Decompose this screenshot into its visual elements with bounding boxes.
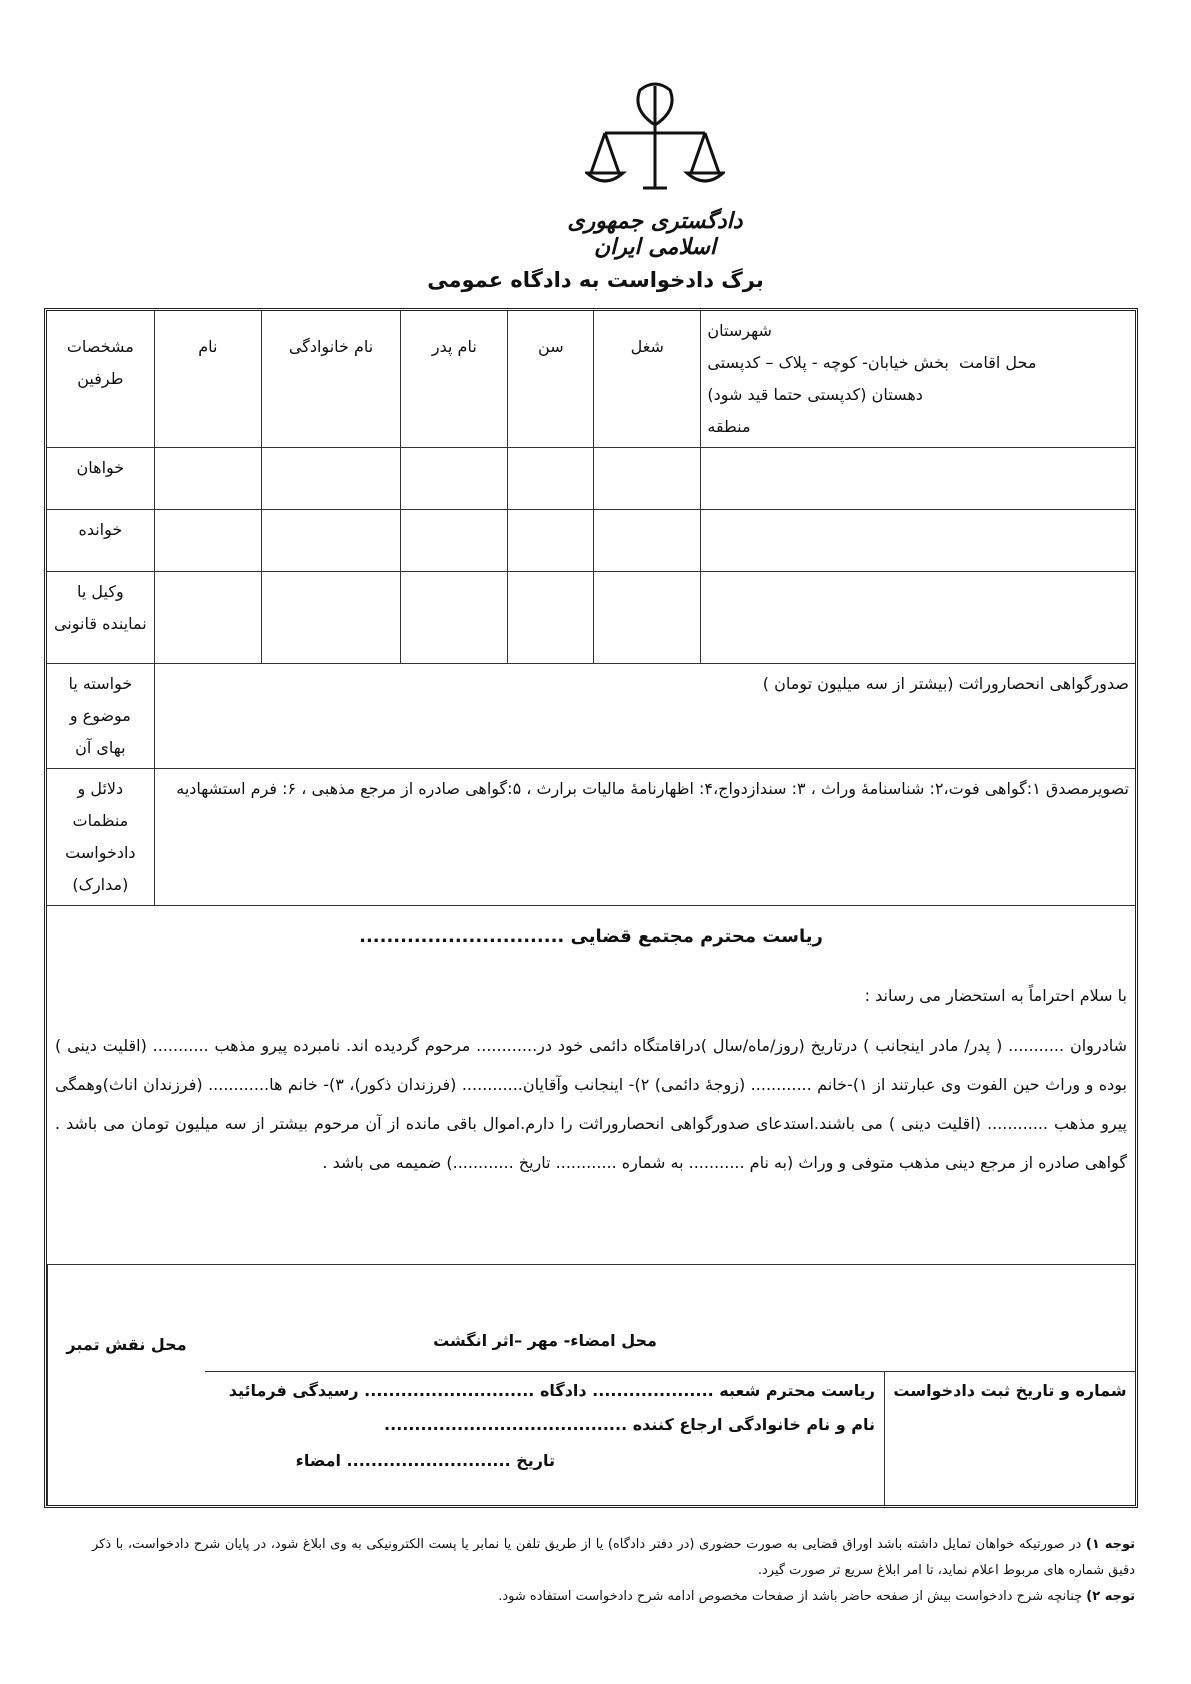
defendant-job-cell[interactable] [594,510,701,572]
attorney-label: وکیل یا نماینده قانونی [47,572,154,664]
letter-salutation: با سلام احتراماً به استحضار می رساند : [864,986,1127,1005]
note-2-label: توجه ۲) [1086,1589,1135,1604]
addr-line: بخش خیابان- کوچه - پلاک – کدپستی [707,353,949,372]
defendant-family-cell[interactable] [261,510,400,572]
plaintiff-family-cell[interactable] [261,448,400,510]
parties-header: مشخصات طرفین [47,311,154,448]
referral-line-1: ریاست محترم شعبه .................... دادگاه ............................ رسیدگی فرمائید [228,1381,875,1400]
plaintiff-father-cell[interactable] [401,448,508,510]
parties-table [47,311,1135,906]
defendant-age-cell[interactable] [508,510,594,572]
registration-box [885,1371,1135,1505]
note-1 [92,1532,1135,1584]
logo-text: دادگستری جمهوری اسلامی ایران [567,208,743,260]
footnotes [92,1532,1135,1610]
addr-district: دهستان (کدپستی حتما قید شود) [707,385,923,404]
age-header: سن [508,311,594,448]
attorney-address-cell[interactable] [701,572,1135,664]
referral-line-2: نام و نام خانوادگی ارجاع کننده ........................................ [384,1415,875,1434]
claim-label: خواسته یا موضوع و بهای آن [47,664,154,769]
attorney-family-cell[interactable] [261,572,400,664]
family-header: نام خانوادگی [261,311,400,448]
job-header: شغل [594,311,701,448]
form-title: برگ دادخواست به دادگاه عمومی [427,268,764,292]
residence-label: محل اقامت [959,353,1037,372]
referral-line-3: تاریخ ........................... امضاء [295,1451,555,1470]
letter-body: شادروان ........... ( پدر/ مادر اینجانب ) درتاریخ (روز/ماه/سال )دراقامتگاه دائمی خود در............ مرحوم گردیده اند. نامبرده پیرو مذهب ........... (اقلیت دینی ) بوده و وراث حین الفوت وی عبارتند از ۱)-خانم ............ (زوجهٔ دائمی) ۲)- اینجانب وآقایان............ (فرزندان ذکور)، ۳)- خانم ها............ (فرزندان اناث)وهمگی پیرو مذهب ............ (اقلیت دینی ) می باشند.استدعای صدورگواهی انحصاروراثت را دارم.اموال باقی مانده از آن مرحوم بیشتر از سه میلیون تومان می باشد . گواهی صادره از مرجع دینی مذهب متوفی و وراث (به نام ........... به شماره ............ تاریخ ............) ضمیمه می باشد . [55,1036,1127,1172]
plaintiff-age-cell[interactable] [508,448,594,510]
claim-value: صدورگواهی انحصاروراثت (بیشتر از سه میلیون تومان ) [154,664,1135,769]
addr-city: شهرستان [707,321,772,340]
petition-letter [47,916,1135,1271]
evidence-value: تصویرمصدق ۱:گواهی فوت،۲: شناسنامهٔ وراث ، ۳: سندازدواج،۴: اظهارنامهٔ مالیات برارث ، ۵:گواهی صادره از مرجع مذهبی ، ۶: فرم استشهادیه [154,769,1135,906]
note-1-text: در صورتیکه خواهان تمایل داشته باشد اوراق قضایی به صورت حضوری (در دفتر دادگاه) یا از طریق تلفن یا نمابر یا پست الکترونیکی به وی ابلاغ شود، در پایان شرح دادخواست، با ذکر دقیق شماره های مربوط اعلام نماید، تا امر ابلاغ سریع تر صورت گیرد. [92,1537,1135,1578]
defendant-label: خوانده [47,510,154,572]
plaintiff-label: خواهان [47,448,154,510]
signature-label: محل امضاء- مهر –اثر انگشت [433,1331,657,1350]
note-2 [92,1584,1135,1610]
note-2-text: چنانچه شرح دادخواست بیش از صفحه حاضر باشد از صفحات مخصوص ادامه شرح دادخواست استفاده شود. [498,1589,1087,1604]
defendant-father-cell[interactable] [401,510,508,572]
registration-label: شماره و تاریخ ثبت دادخواست [893,1381,1127,1400]
evidence-label: دلائل و منظمات دادخواست (مدارک) [47,769,154,906]
judiciary-emblem [530,78,780,258]
scales-of-justice-icon [585,78,725,203]
note-1-label: توجه ۱) [1085,1537,1136,1552]
attorney-age-cell[interactable] [508,572,594,664]
petition-form [44,308,1138,1508]
plaintiff-name-cell[interactable] [154,448,261,510]
plaintiff-job-cell[interactable] [594,448,701,510]
plaintiff-address-cell[interactable] [701,448,1135,510]
defendant-address-cell[interactable] [701,510,1135,572]
letter-title: ریاست محترم مجتمع قضایی .............................. [359,926,823,947]
father-header: نام پدر [401,311,508,448]
signature-area [47,1264,1135,1505]
attorney-name-cell[interactable] [154,572,261,664]
attorney-father-cell[interactable] [401,572,508,664]
addr-region: منطقه [707,417,751,436]
attorney-job-cell[interactable] [594,572,701,664]
address-header [701,311,1135,448]
name-header: نام [154,311,261,448]
stamp-label: محل نقش تمبر [66,1335,187,1354]
stamp-box [47,1265,205,1505]
defendant-name-cell[interactable] [154,510,261,572]
